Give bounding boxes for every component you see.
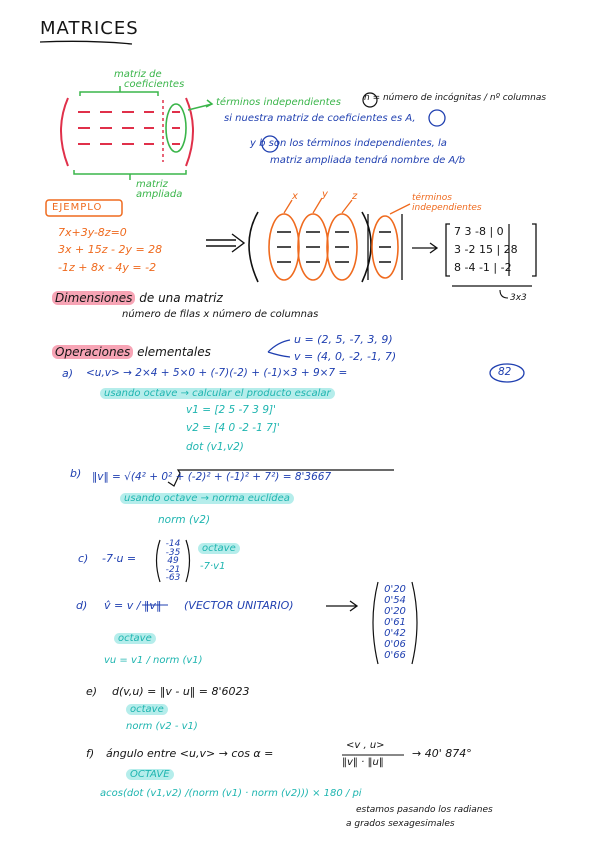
d-vector-entry: 0'42	[384, 628, 406, 639]
operations-heading-rest: elementales	[137, 345, 211, 359]
item-e-label: e)	[86, 685, 98, 698]
dimensions-heading-highlight: Dimensiones	[52, 291, 135, 305]
right-paren	[186, 98, 193, 166]
example-indep-line2: independientes	[412, 203, 482, 213]
page-title: MATRICES	[40, 18, 139, 39]
item-f-code: acos(dot (v1,v2) /(norm (v1) · norm (v2))) × 180 / pi	[100, 788, 362, 799]
matrix-dashes	[78, 112, 180, 144]
item-f-expr: ángulo entre <u,v> → cos α =	[106, 747, 274, 760]
ampl-label-line1: matriz	[136, 179, 168, 190]
example-indep-line1: términos	[412, 193, 452, 203]
item-a-octave-highlight: usando octave → calcular el producto escalar	[100, 388, 335, 399]
var-y: y	[322, 189, 328, 200]
item-b-octave-highlight: usando octave → norma euclídea	[120, 493, 294, 504]
title-underline	[40, 41, 132, 44]
item-e-octave	[126, 705, 168, 715]
item-c-octave	[198, 544, 240, 554]
c-vector-entry: -21	[165, 564, 181, 575]
item-b-octave	[120, 494, 294, 504]
item-d-octave-highlight: octave	[114, 633, 156, 644]
item-c-label: c)	[78, 552, 89, 565]
c-vector-entry: 49	[167, 556, 179, 566]
indep-label: términos independientes	[216, 97, 341, 108]
item-d-octave	[114, 634, 156, 644]
item-f-denominator: ‖v‖ · ‖u‖	[342, 757, 384, 768]
c-vector-entry: -35	[165, 547, 181, 558]
item-a-octave	[100, 389, 335, 399]
item-f-numerator: <v , u>	[346, 740, 385, 751]
matrix-size: 3x3	[510, 293, 527, 303]
item-b-expr: ‖v‖ = √(4² + 0² + (-2)² + (-1)² + 7²) = 8'3667	[92, 471, 332, 483]
item-c-expr: -7·u =	[102, 552, 137, 565]
matrix-row-2: 3 -2 15 | 28	[454, 243, 518, 256]
d-vector-entry: 0'20	[384, 584, 406, 595]
item-d-name: (VECTOR UNITARIO)	[184, 599, 294, 612]
var-z: z	[352, 191, 358, 202]
item-f-octave-highlight: OCTAVE	[126, 769, 174, 780]
rule-line1: si nuestra matriz de coeficientes es A,	[224, 113, 416, 124]
item-a-code3: dot (v1,v2)	[186, 441, 244, 453]
rule-line3: matriz ampliada tendrá nombre de A/b	[270, 155, 466, 166]
item-a-code2: v2 = [4 0 -2 -1 7]'	[186, 422, 280, 434]
item-d-expr: v̂ = v / ‖v‖	[104, 599, 162, 612]
ampl-label-line2: ampliada	[136, 189, 183, 200]
item-a-label: a)	[62, 367, 74, 380]
item-a-code1: v1 = [2 5 -7 3 9]'	[186, 404, 276, 416]
item-f-note-line2: a grados sexagesimales	[346, 819, 455, 829]
d-vector-entry: 0'66	[384, 650, 406, 661]
item-e-code: norm (v2 - v1)	[126, 721, 198, 732]
item-a-expr: <u,v> → 2×4 + 5×0 + (-7)(-2) + (-1)×3 + 9×7 =	[86, 367, 348, 379]
dimensions-heading	[52, 292, 223, 304]
c-vector-entry: -14	[165, 539, 181, 549]
u-definition: u = (2, 5, -7, 3, 9)	[294, 333, 393, 346]
d-vector-entry: 0'61	[384, 617, 406, 628]
item-d-label: d)	[76, 599, 88, 612]
coef-label-line1: matriz de	[114, 69, 162, 80]
example-eq3: -1z + 8x - 4y = -2	[58, 261, 157, 274]
d-vector-entry: 0'06	[384, 639, 406, 650]
item-e-expr: d(v,u) = ‖v - u‖ = 8'6023	[112, 685, 250, 698]
example-dashes	[277, 232, 391, 262]
dimensions-desc: número de filas x número de columnas	[122, 309, 319, 320]
example-eq2: 3x + 15z - 2y = 28	[58, 243, 163, 256]
v-definition: v = (4, 0, -2, -1, 7)	[294, 350, 397, 363]
item-c-code: -7·v1	[200, 561, 226, 572]
d-vector-entry: 0'20	[384, 606, 406, 617]
item-f-result: → 40' 874°	[412, 747, 472, 760]
item-b-code: norm (v2)	[158, 514, 211, 526]
item-e-octave-highlight: octave	[126, 704, 168, 715]
coef-label-line2: coeficientes	[124, 79, 185, 90]
item-f-label: f)	[86, 747, 95, 760]
matrix-row-1: 7 3 -8 | 0	[454, 225, 504, 238]
operations-heading	[52, 346, 211, 358]
item-d-code: vu = v1 / norm (v1)	[104, 655, 203, 666]
example-label: EJEMPLO	[52, 202, 103, 213]
n-note: n = número de incógnitas / nº columnas	[364, 93, 547, 103]
item-c-octave-highlight: octave	[198, 543, 240, 554]
dimensions-heading-rest: de una matriz	[139, 291, 223, 305]
rule-line2: y b son los términos independientes, la	[250, 138, 447, 149]
item-f-note-line1: estamos pasando los radianes	[356, 805, 493, 815]
d-vector-entry: 0'54	[384, 595, 406, 606]
left-paren	[61, 98, 68, 166]
item-c-vector	[160, 540, 186, 583]
var-x: x	[292, 191, 298, 202]
example-eq1: 7x+3y-8z=0	[58, 226, 127, 239]
matrix-row-3: 8 -4 -1 | -2	[454, 261, 512, 274]
item-f-octave	[126, 770, 174, 780]
operations-heading-highlight: Operaciones	[52, 345, 133, 359]
item-b-label: b)	[70, 467, 82, 480]
item-a-result: 82	[498, 366, 512, 378]
item-d-vector	[378, 584, 412, 661]
c-vector-entry: -63	[165, 573, 181, 583]
